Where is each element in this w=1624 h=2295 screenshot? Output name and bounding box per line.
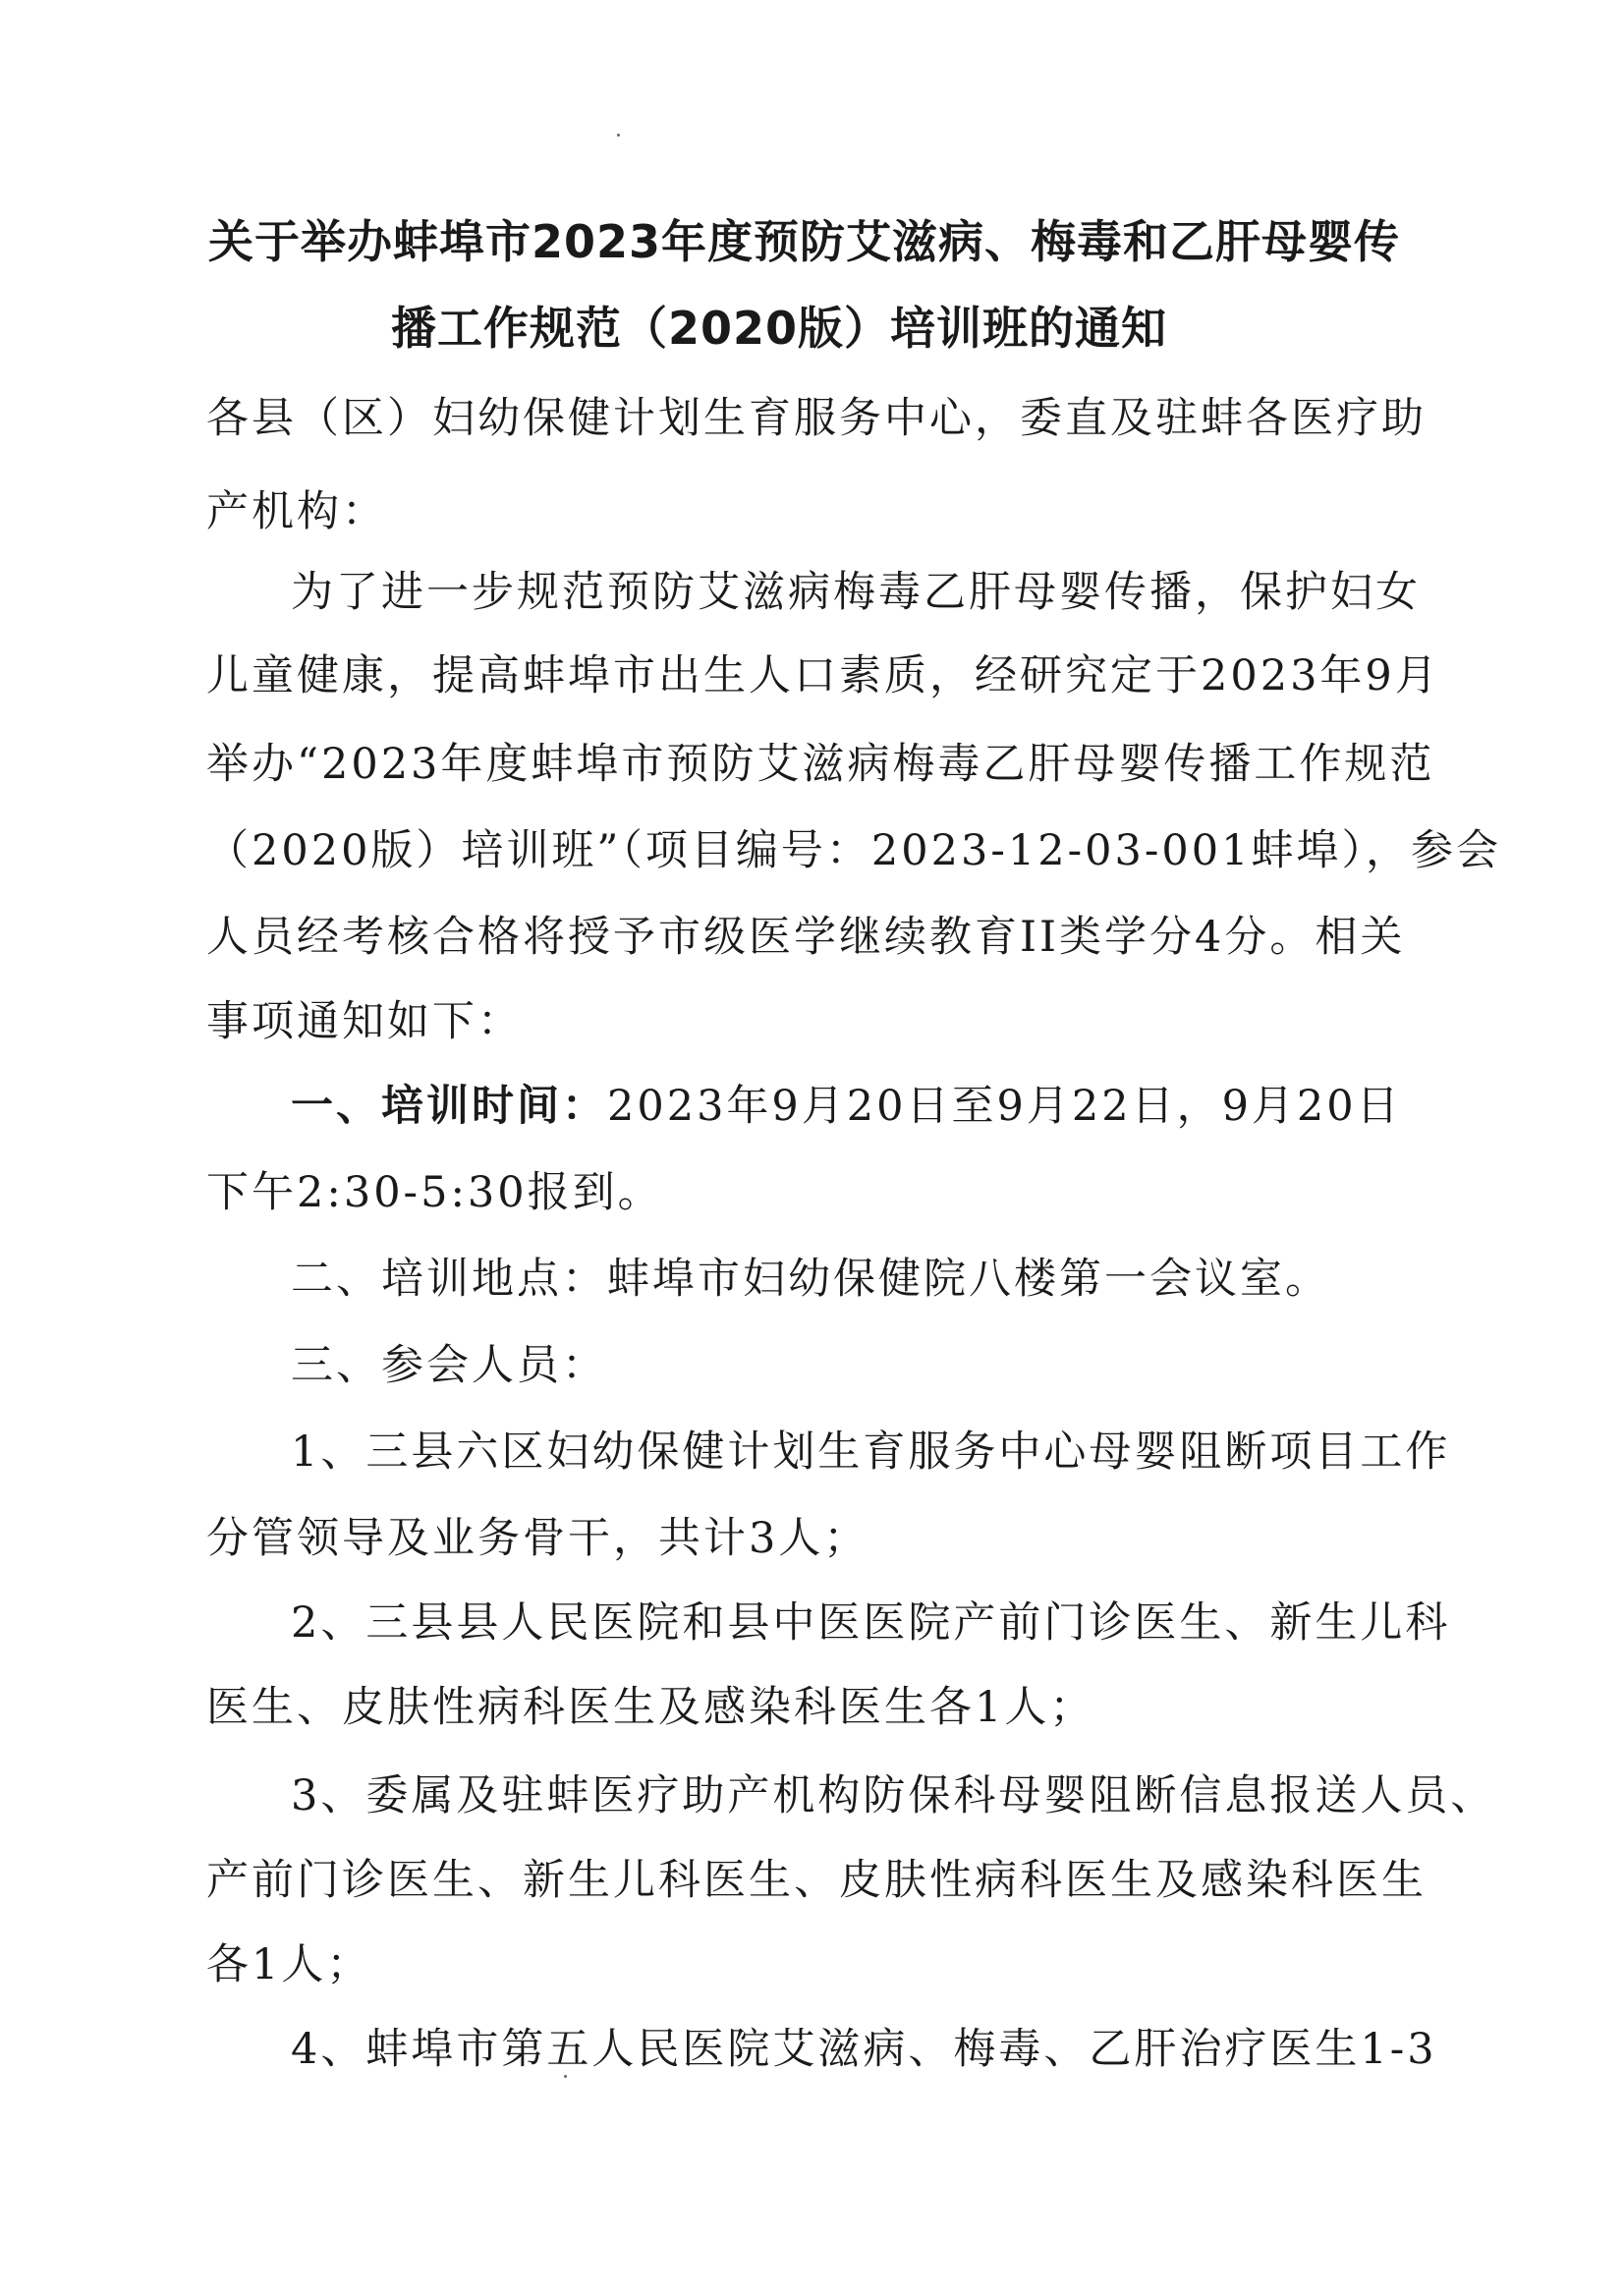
intro-line-5: 人员经考核合格将授予市级医学继续教育II类学分4分。相关 bbox=[206, 913, 1406, 962]
item-4-line-1: 4、蚌埠市第五人民医院艾滋病、梅毒、乙肝治疗医生1-3 bbox=[291, 2025, 1437, 2074]
section-2-text: 蚌埠市妇幼保健院八楼第一会议室。 bbox=[607, 1255, 1330, 1304]
item-3-line-2: 产前门诊医生、新生儿科医生、皮肤性病科医生及感染科医生 bbox=[206, 1856, 1427, 1905]
section-2-heading: 二、培训地点： bbox=[291, 1255, 607, 1304]
intro-line-3: 举办“2023年度蚌埠市预防艾滋病梅毒乙肝母婴传播工作规范 bbox=[206, 740, 1435, 789]
item-1-line-1: 1、三县六区妇幼保健计划生育服务中心母婴阻断项目工作 bbox=[291, 1427, 1451, 1477]
section-1-text-continued: 下午2:30-5:30报到。 bbox=[206, 1168, 663, 1217]
intro-line-4: （2020版）培训班”（项目编号：2023-12-03-001蚌埠），参会 bbox=[206, 826, 1501, 875]
section-3-heading: 三、参会人员： bbox=[291, 1341, 607, 1390]
recipient-line-1: 各县（区）妇幼保健计划生育服务中心，委直及驻蚌各医疗助 bbox=[206, 394, 1427, 443]
intro-line-6: 事项通知如下： bbox=[206, 997, 523, 1046]
section-2 bbox=[291, 1246, 1330, 1306]
section-1-text: 2023年9月20日至9月22日，9月20日 bbox=[607, 1082, 1402, 1131]
recipient-line-2: 产机构： bbox=[206, 487, 387, 536]
item-3-line-3: 各1人； bbox=[206, 1940, 372, 1989]
title-line-1: 关于举办蚌埠市2023年度预防艾滋病、梅毒和乙肝母婴传 bbox=[208, 215, 1401, 268]
item-2-line-2: 医生、皮肤性病科医生及感染科医生各1人； bbox=[206, 1683, 1095, 1732]
item-2-line-1: 2、三县县人民医院和县中医医院产前门诊医生、新生儿科 bbox=[291, 1598, 1451, 1648]
intro-line-1: 为了进一步规范预防艾滋病梅毒乙肝母婴传播，保护妇女 bbox=[291, 568, 1421, 617]
item-3-line-1: 3、委属及驻蚌医疗助产机构防保科母婴阻断信息报送人员、 bbox=[291, 1771, 1496, 1820]
section-1-heading: 一、培训时间： bbox=[291, 1082, 607, 1131]
intro-line-2: 儿童健康，提高蚌埠市出生人口素质，经研究定于2023年9月 bbox=[206, 651, 1440, 700]
scan-speck bbox=[617, 134, 620, 137]
item-1-line-2: 分管领导及业务骨干，共计3人； bbox=[206, 1514, 869, 1563]
title-line-2: 播工作规范（2020版）培训班的通知 bbox=[391, 302, 1168, 355]
section-1 bbox=[291, 1073, 1402, 1133]
